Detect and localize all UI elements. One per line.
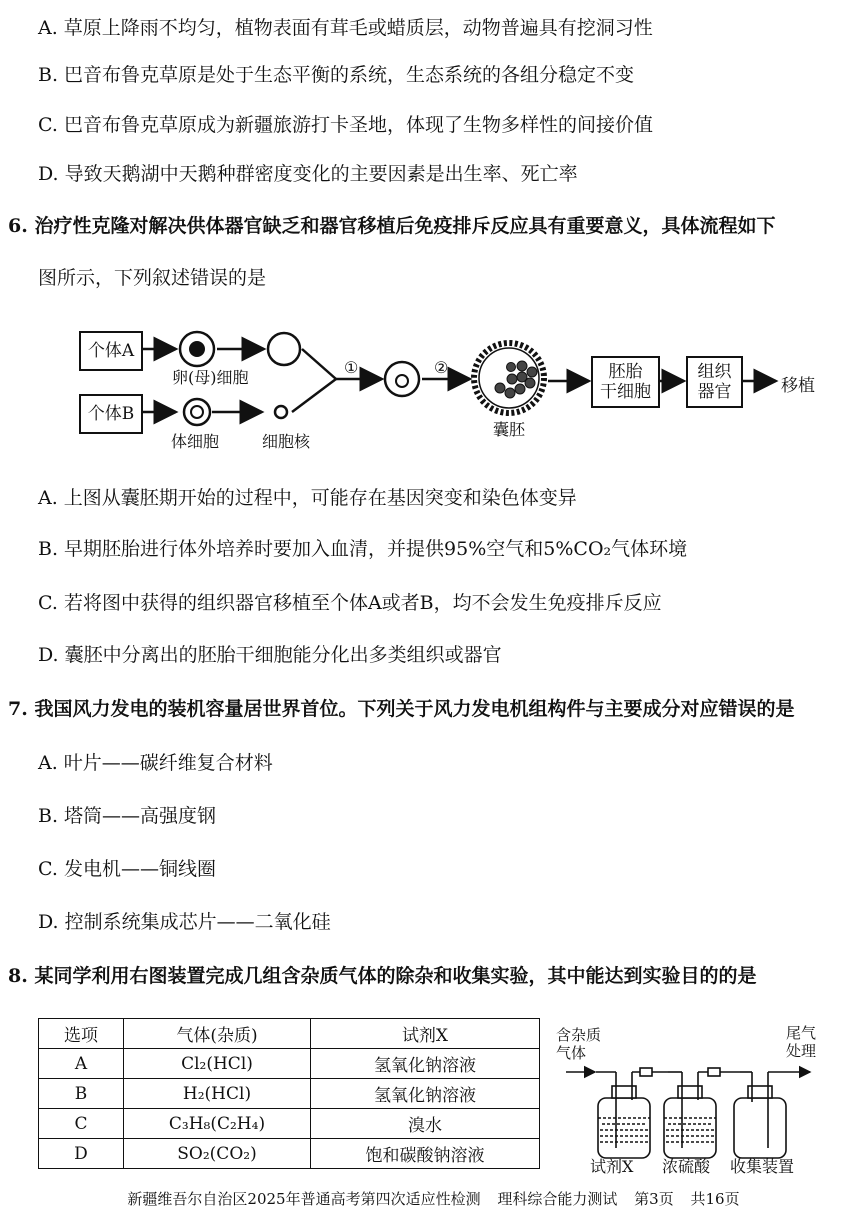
bottle-sulfuric-acid-label: 浓硫酸 <box>662 1157 711 1176</box>
step-2-label: ② <box>434 358 449 377</box>
nucleus-label: 细胞核 <box>262 432 311 451</box>
row-d-reagent: 饱和碳酸钠溶液 <box>311 1139 540 1169</box>
row-d-gas: SO₂(CO₂) <box>124 1139 311 1169</box>
individual-b-box: 个体B <box>79 394 143 434</box>
header-option: 选项 <box>39 1019 124 1049</box>
table-row <box>39 1109 540 1139</box>
row-c-gas: C₃H₈(C₂H₄) <box>124 1109 311 1139</box>
somatic-cell-label: 体细胞 <box>171 432 220 451</box>
row-b-gas: H₂(HCl) <box>124 1079 311 1109</box>
table-header-row <box>39 1019 540 1049</box>
bottle-collection-label: 收集装置 <box>730 1157 795 1176</box>
blastocyst-label: 囊胚 <box>493 420 526 439</box>
individual-a-box: 个体A <box>79 331 143 371</box>
q7-option-c: C. 发电机——铜线圈 <box>38 858 216 880</box>
q6-stem-line2: 图所示，下列叙述错误的是 <box>38 267 267 289</box>
inlet-label: 含杂质 气体 <box>556 1026 602 1062</box>
table-row <box>39 1139 540 1169</box>
q5-option-c: C. 巴音布鲁克草原成为新疆旅游打卡圣地，体现了生物多样性的间接价值 <box>38 114 653 136</box>
q6-option-b: B. 早期胚胎进行体外培养时要加入血清，并提供95%空气和5%CO₂气体环境 <box>38 538 688 560</box>
q7-option-b: B. 塔筒——高强度钢 <box>38 805 217 827</box>
footer-total-pages: 共16页 <box>690 1190 740 1208</box>
nucleus-icon <box>275 406 287 418</box>
footer-subject: 理科综合能力测试 <box>497 1190 618 1208</box>
q8-stem: 8. 某同学利用右图装置完成几组含杂质气体的除杂和收集实验，其中能达到实验目的的是 <box>8 965 757 987</box>
q5-option-b: B. 巴音布鲁克草原是处于生态平衡的系统，生态系统的各组分稳定不变 <box>38 64 635 86</box>
table-row <box>39 1049 540 1079</box>
q6-option-c: C. 若将图中获得的组织器官移植至个体A或者B，均不会发生免疫排斥反应 <box>38 592 662 614</box>
table-row <box>39 1079 540 1109</box>
q5-option-a: A. 草原上降雨不均匀，植物表面有茸毛或蜡质层，动物普遍具有挖洞习性 <box>38 17 653 39</box>
q6-option-a: A. 上图从囊胚期开始的过程中，可能存在基因突变和染色体变异 <box>38 487 577 509</box>
q7-option-d: D. 控制系统集成芯片——二氧化硅 <box>38 911 331 933</box>
page-footer <box>0 1188 867 1209</box>
enucleated-egg-icon <box>268 333 300 365</box>
step-1-label: ① <box>344 358 359 377</box>
row-c-reagent: 溴水 <box>311 1109 540 1139</box>
row-b-option: B <box>39 1079 124 1109</box>
row-a-reagent: 氢氧化钠溶液 <box>311 1049 540 1079</box>
tissue-organ-box: 组织 器官 <box>686 356 743 408</box>
bottle-reagent-x-label: 试剂X <box>590 1157 634 1176</box>
q5-option-d: D. 导致天鹅湖中天鹅种群密度变化的主要因素是出生率、死亡率 <box>38 163 578 185</box>
q7-option-a: A. 叶片——碳纤维复合材料 <box>38 752 273 774</box>
header-reagent: 试剂X <box>311 1019 540 1049</box>
q8-options-table <box>38 1018 540 1169</box>
row-a-gas: Cl₂(HCl) <box>124 1049 311 1079</box>
footer-page-number: 第3页 <box>634 1190 674 1208</box>
embryonic-stem-cell-box: 胚胎 干细胞 <box>591 356 660 408</box>
footer-exam-title: 新疆维吾尔自治区2025年普通高考第四次适应性检测 <box>127 1190 481 1208</box>
row-c-option: C <box>39 1109 124 1139</box>
row-d-option: D <box>39 1139 124 1169</box>
row-b-reagent: 氢氧化钠溶液 <box>311 1079 540 1109</box>
q7-stem: 7. 我国风力发电的装机容量居世界首位。下列关于风力发电机组构件与主要成分对应错误的是 <box>8 698 795 720</box>
header-gas: 气体(杂质) <box>124 1019 311 1049</box>
row-a-option: A <box>39 1049 124 1079</box>
egg-cell-label: 卵(母)细胞 <box>172 368 249 387</box>
transplant-label: 移植 <box>781 376 815 396</box>
outlet-label: 尾气 处理 <box>786 1024 817 1060</box>
q6-stem-line1: 6. 治疗性克隆对解决供体器官缺乏和器官移植后免疫排斥反应具有重要意义，具体流程如下 <box>8 215 776 237</box>
q6-option-d: D. 囊胚中分离出的胚胎干细胞能分化出多类组织或器官 <box>38 644 502 666</box>
